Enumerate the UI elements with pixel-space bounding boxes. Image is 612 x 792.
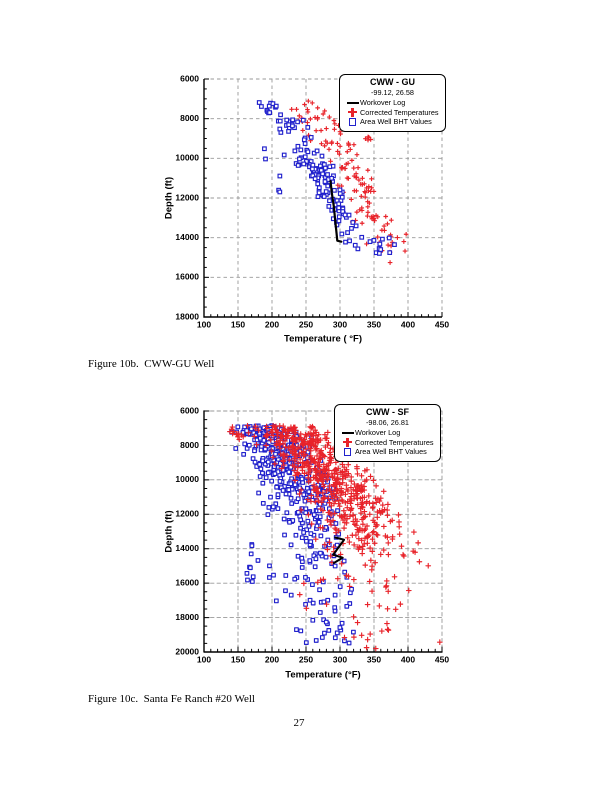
legend-entry-label: Area Well BHT Values xyxy=(355,447,427,457)
legend-entry-corrected-temperatures xyxy=(345,108,440,118)
caption-figure-10c: Figure 10c. Santa Fe Ranch #20 Well xyxy=(88,693,255,705)
legend-cww-sf xyxy=(334,404,441,462)
legend-entry-workover-log xyxy=(345,98,440,108)
legend-entry-workover-log xyxy=(340,428,435,438)
legend-entry-area-well-bht xyxy=(340,447,435,457)
legend-entry-area-well-bht xyxy=(345,117,440,127)
caption-figure-10b: Figure 10b. CWW-GU Well xyxy=(88,358,215,370)
legend-coordinates: -98.06, 26.81 xyxy=(365,418,409,427)
legend-entry-label: Area Well BHT Values xyxy=(360,117,432,127)
page-number: 27 xyxy=(293,717,305,729)
workover-log-line-icon xyxy=(345,102,360,104)
red-plus-marker-icon xyxy=(345,108,360,117)
legend-entry-label: Corrected Temperatures xyxy=(360,107,439,117)
legend-entry-label: Corrected Temperatures xyxy=(355,437,434,447)
legend-coordinates: -99.12, 26.58 xyxy=(370,88,414,97)
red-plus-marker-icon xyxy=(340,438,355,447)
legend-entry-corrected-temperatures xyxy=(340,438,435,448)
blue-square-marker-icon xyxy=(345,118,360,126)
legend-entry-label: Workover Log xyxy=(355,428,401,437)
legend-title: CWW - GU xyxy=(370,77,415,87)
legend-cww-gu xyxy=(339,74,446,132)
legend-entry-label: Workover Log xyxy=(360,98,406,107)
workover-log-line-icon xyxy=(340,432,355,434)
blue-square-marker-icon xyxy=(340,448,355,456)
legend-title: CWW - SF xyxy=(366,407,409,417)
